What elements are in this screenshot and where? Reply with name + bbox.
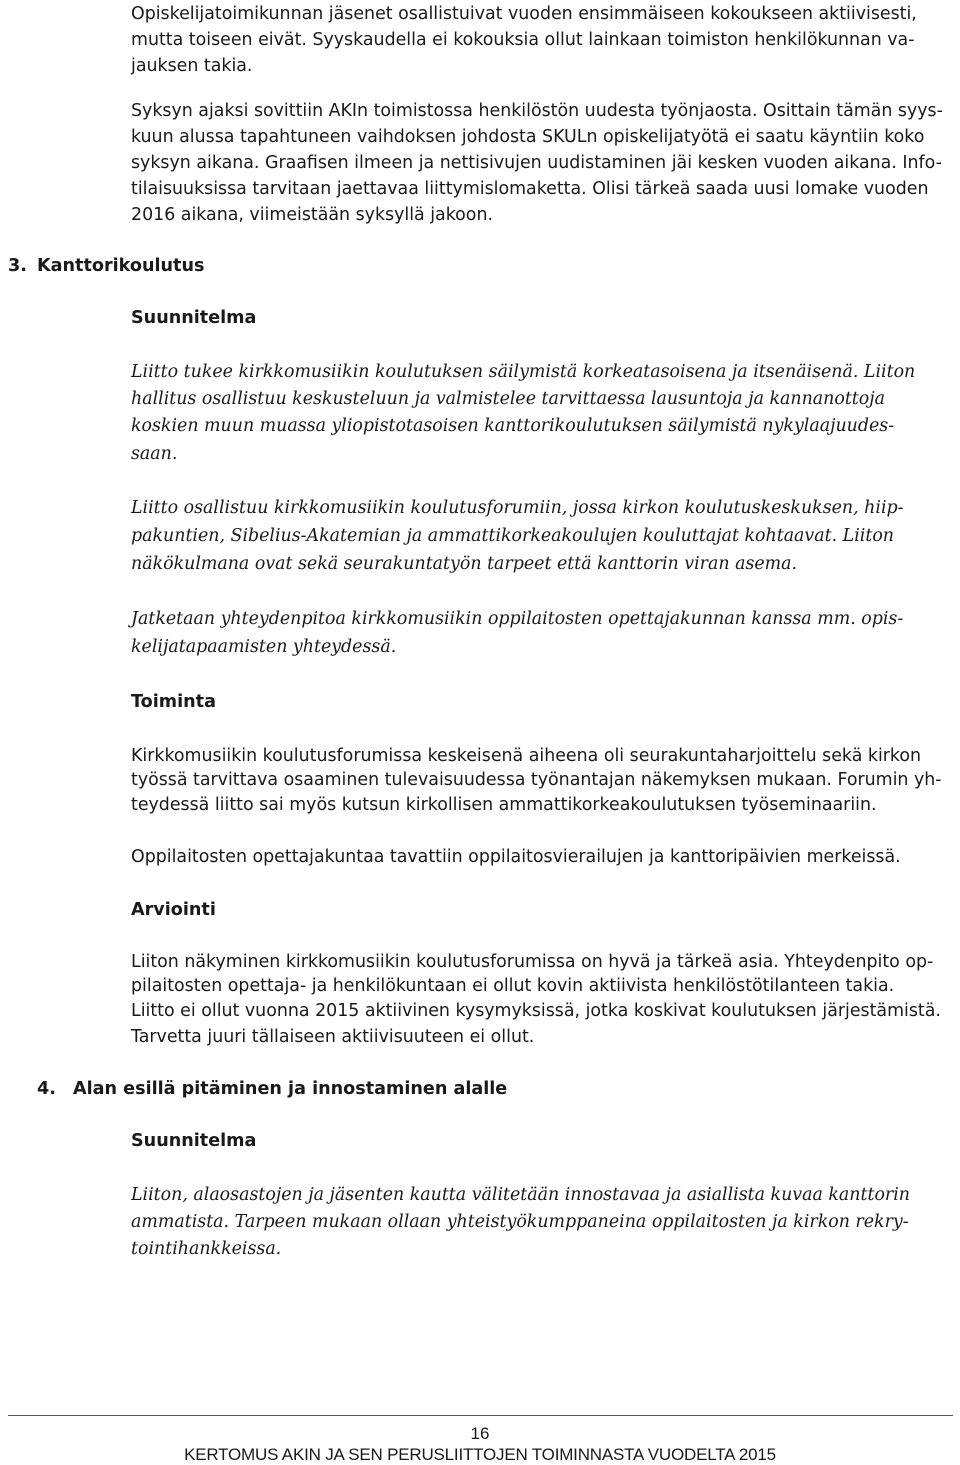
paragraph-line: Kirkkomusiikin koulutusforumissa keskeisenä aiheena oli seurakuntaharjoittelu sekä kirkon bbox=[131, 746, 922, 766]
paragraph-line: Jatketaan yhteydenpitoa kirkkomusiikin oppilaitosten opettajakunnan kanssa mm. opis- bbox=[131, 609, 904, 629]
paragraph-line: tilaisuuksissa tarvitaan jaettavaa liittymislomaketta. Olisi tärkeä saada uusi lomake vuoden bbox=[131, 179, 929, 199]
section-4-title: Alan esillä pitäminen ja innostaminen alalle bbox=[73, 1079, 508, 1099]
paragraph-line: tointihankkeissa. bbox=[131, 1239, 282, 1259]
section-3-plan-heading: Suunnitelma bbox=[131, 308, 257, 328]
paragraph-line: pakuntien, Sibelius-Akatemian ja ammattikorkeakoulujen kouluttajat kohtaavat. Liiton bbox=[131, 526, 894, 546]
paragraph-line: Syksyn ajaksi sovittiin AKIn toimistossa henkilöstön uudesta työnjaosta. Osittain tämän syys- bbox=[131, 101, 943, 121]
section-3-eval-heading: Arviointi bbox=[131, 900, 216, 920]
footer-rule bbox=[8, 1415, 953, 1416]
paragraph-line: hallitus osallistuu keskusteluun ja valmistelee tarvittaessa lausuntoja ja kannanottoja bbox=[131, 389, 886, 409]
paragraph-line: teydessä liitto sai myös kutsun kirkollisen ammattikorkeakoulutuksen työseminaariin. bbox=[131, 795, 877, 815]
paragraph-line: syksyn aikana. Graafisen ilmeen ja nettisivujen uudistaminen jäi kesken vuoden aikana. Info- bbox=[131, 153, 942, 173]
paragraph-line: 2016 aikana, viimeistään syksyllä jakoon. bbox=[131, 205, 493, 225]
paragraph-line: Liitto tukee kirkkomusiikin koulutuksen säilymistä korkeatasoisena ja itsenäisenä. Liiton bbox=[131, 362, 916, 382]
section-3-title: Kanttorikoulutus bbox=[37, 256, 205, 276]
paragraph-line: kelijatapaamisten yhteydessä. bbox=[131, 637, 397, 657]
paragraph-line: pilaitosten opettaja- ja henkilökuntaan ei ollut kovin aktiivista henkilöstötilanteen takia. bbox=[131, 976, 895, 996]
paragraph-line: Liiton näkyminen kirkkomusiikin koulutusforumissa on hyvä ja tärkeä asia. Yhteydenpito op- bbox=[131, 952, 934, 972]
section-3-action-heading: Toiminta bbox=[131, 692, 216, 712]
paragraph-line: ammatista. Tarpeen mukaan ollaan yhteistyökumppaneina oppilaitosten ja kirkon rekry- bbox=[131, 1212, 909, 1232]
paragraph-line: Oppilaitosten opettajakuntaa tavattiin oppilaitosvierailujen ja kanttoripäivien merkeissä. bbox=[131, 847, 901, 867]
section-4-number: 4. bbox=[37, 1079, 56, 1099]
paragraph-line: saan. bbox=[131, 444, 178, 464]
paragraph-line: jauksen takia. bbox=[131, 56, 253, 76]
paragraph-line: Liitto osallistuu kirkkomusiikin koulutusforumiin, jossa kirkon koulutuskeskuksen, hiip- bbox=[131, 498, 904, 518]
paragraph-line: kuun alussa tapahtuneen vaihdoksen johdosta SKULn opiskelijatyötä ei saatu käyntiin koko bbox=[131, 127, 925, 147]
paragraph-line: työssä tarvittava osaaminen tulevaisuudessa työnantajan näkemyksen mukaan. Forumin yh- bbox=[131, 770, 942, 790]
paragraph-line: koskien muun muassa yliopistotasoisen kanttorikoulutuksen säilymistä nykylaajuudes- bbox=[131, 416, 895, 436]
paragraph-line: Tarvetta juuri tällaiseen aktiivisuuteen ei ollut. bbox=[131, 1027, 535, 1047]
section-3-number: 3. bbox=[8, 256, 27, 276]
paragraph-line: näkökulmana ovat sekä seurakuntatyön tarpeet että kanttorin viran asema. bbox=[131, 554, 798, 574]
paragraph-line: Opiskelijatoimikunnan jäsenet osallistuivat vuoden ensimmäiseen kokoukseen aktiivisesti, bbox=[131, 4, 917, 24]
paragraph-line: mutta toiseen eivät. Syyskaudella ei kokouksia ollut lainkaan toimiston henkilökunnan va- bbox=[131, 30, 915, 50]
paragraph-line: Liiton, alaosastojen ja jäsenten kautta välitetään innostavaa ja asiallista kuvaa kanttorin bbox=[131, 1185, 911, 1205]
paragraph-line: Liitto ei ollut vuonna 2015 aktiivinen kysymyksissä, jotka koskivat koulutuksen järjestämistä. bbox=[131, 1001, 941, 1021]
section-4-plan-heading: Suunnitelma bbox=[131, 1131, 257, 1151]
footer-text: KERTOMUS AKIN JA SEN PERUSLIITTOJEN TOIMINNASTA VUODELTA 2015 bbox=[184, 1445, 776, 1464]
page-number: 16 bbox=[470, 1424, 490, 1443]
